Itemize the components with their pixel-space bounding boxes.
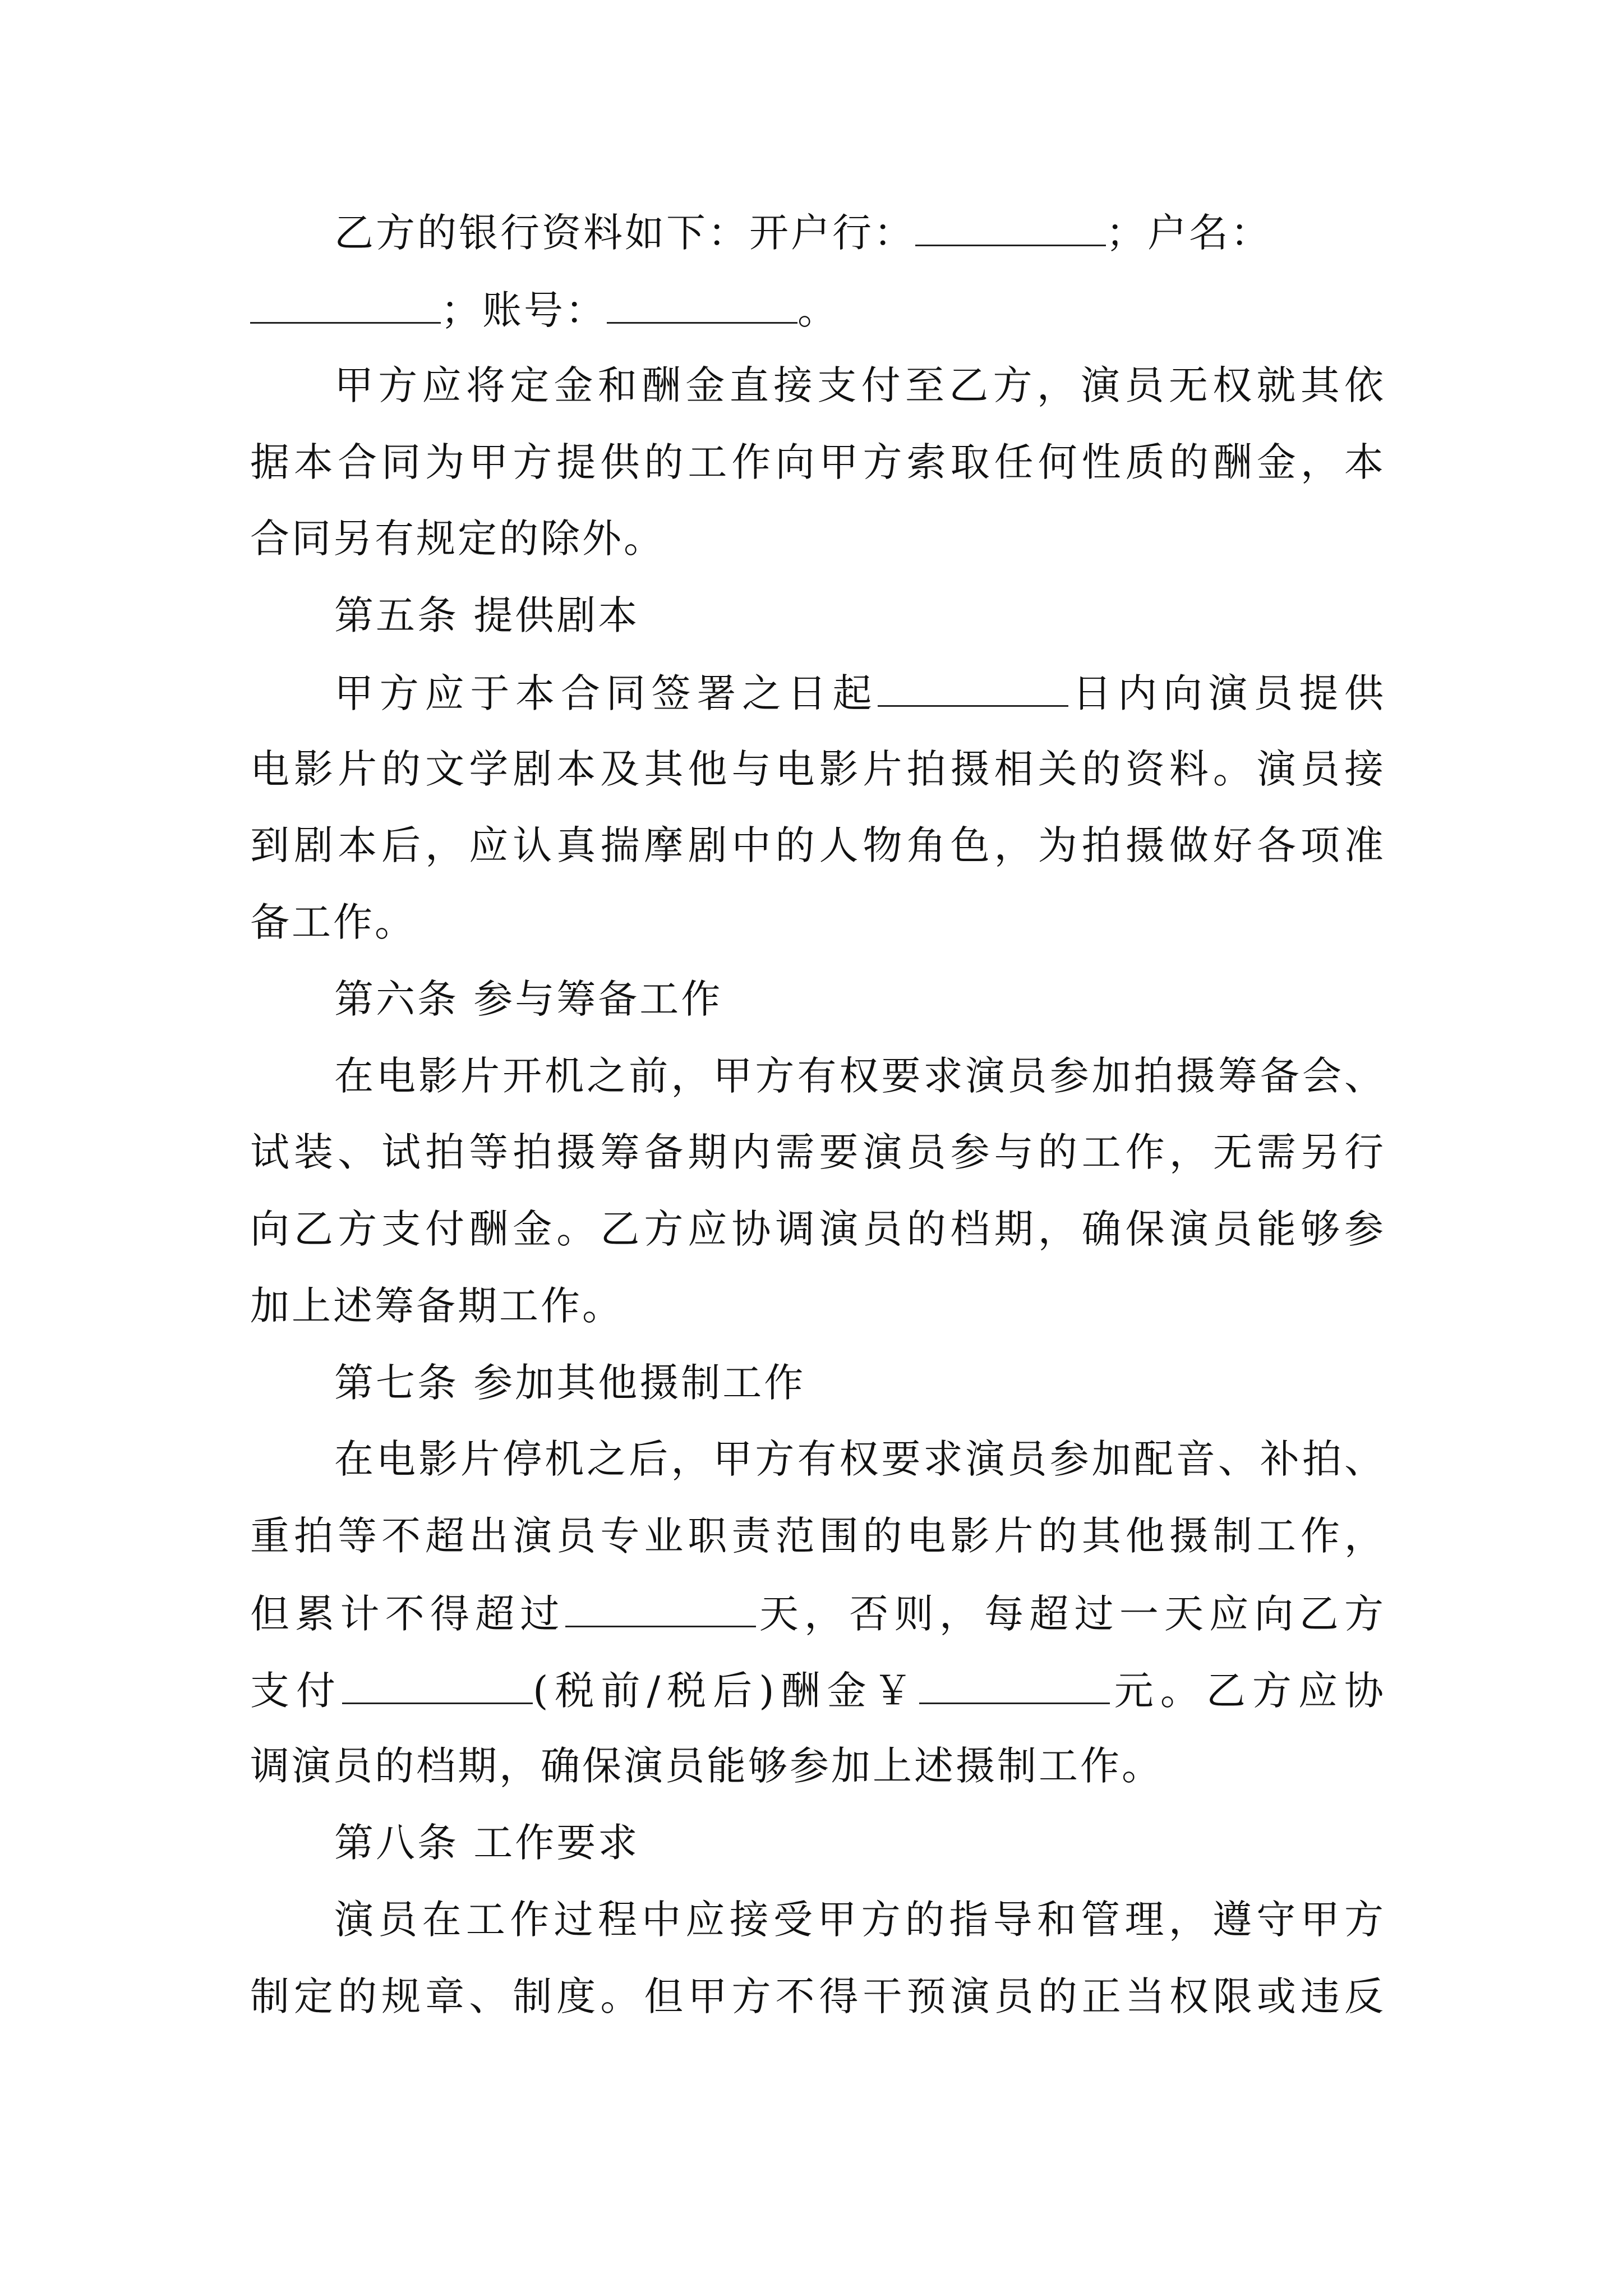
- paragraph-line: [250, 1283, 624, 1329]
- text-run: 在电影片开机之前，甲方有权要求演员参加拍摄筹备会、: [334, 1053, 1386, 1099]
- paragraph-line: [334, 670, 1386, 716]
- fill-in-blank[interactable]: [915, 212, 1106, 246]
- paragraph-line: [334, 1436, 1386, 1482]
- paragraph-line: [250, 1591, 1386, 1637]
- text-run: 演员在工作过程中应接受甲方的指导和管理，遵守甲方: [334, 1897, 1386, 1943]
- text-run: 第八条 工作要求: [334, 1820, 640, 1866]
- text-run: 天，否则，每超过一天应向乙方: [755, 1591, 1386, 1637]
- text-run: 第六条 参与筹备工作: [334, 976, 723, 1022]
- text-run: 但累计不得超过: [250, 1591, 565, 1637]
- fill-in-blank[interactable]: [878, 673, 1068, 707]
- paragraph-line: [250, 1513, 1386, 1559]
- article-heading: [334, 1360, 806, 1406]
- paragraph-line: [250, 1973, 1386, 2019]
- text-run: 乙方的银行资料如下：开户行：: [334, 210, 915, 256]
- paragraph-line: [250, 1206, 1386, 1252]
- text-run: 合同另有规定的除外。: [250, 516, 665, 562]
- bank-info-line: [250, 287, 839, 333]
- paragraph-line: [334, 1897, 1386, 1943]
- text-run: 据本合同为甲方提供的工作向甲方索取任何性质的酬金，本: [250, 439, 1386, 485]
- paragraph-line: [250, 516, 665, 562]
- text-run: ；户名：: [1106, 210, 1272, 256]
- text-run: 调演员的档期，确保演员能够参加上述摄制工作。: [250, 1743, 1163, 1789]
- text-run: 试装、试拍等拍摄筹备期内需要演员参与的工作，无需另行: [250, 1129, 1386, 1175]
- text-run: 甲方应于本合同签署之日起: [334, 670, 878, 716]
- bank-info-line: [334, 210, 1272, 256]
- text-run: ；账号：: [441, 287, 607, 333]
- fill-in-blank[interactable]: [250, 289, 441, 324]
- paragraph-line: [250, 899, 416, 945]
- paragraph-line: [334, 362, 1386, 408]
- paragraph-line: [250, 439, 1386, 485]
- paragraph-line: [250, 822, 1386, 868]
- text-run: 在电影片停机之后，甲方有权要求演员参加配音、补拍、: [334, 1436, 1386, 1482]
- fill-in-blank[interactable]: [565, 1593, 756, 1627]
- text-run: 第七条 参加其他摄制工作: [334, 1360, 806, 1406]
- text-run: 到剧本后，应认真揣摩剧中的人物角色，为拍摄做好各项准: [250, 822, 1386, 868]
- text-run: 支付: [250, 1668, 343, 1714]
- text-run: (税前/税后)酬金￥: [533, 1668, 919, 1714]
- contract-body: [250, 0, 1386, 2296]
- text-run: 加上述筹备期工作。: [250, 1283, 624, 1329]
- text-run: 电影片的文学剧本及其他与电影片拍摄相关的资料。演员接: [250, 746, 1386, 792]
- article-heading: [334, 1820, 640, 1866]
- fill-in-blank[interactable]: [342, 1670, 533, 1704]
- article-heading: [334, 592, 640, 638]
- text-run: 第五条 提供剧本: [334, 592, 640, 638]
- article-heading: [334, 976, 723, 1022]
- fill-in-blank[interactable]: [919, 1670, 1110, 1704]
- text-run: 备工作。: [250, 899, 416, 945]
- text-run: 元。乙方应协: [1109, 1668, 1386, 1714]
- paragraph-line: [334, 1053, 1386, 1099]
- text-run: 重拍等不超出演员专业职责范围的电影片的其他摄制工作，: [250, 1513, 1386, 1559]
- paragraph-line: [250, 1743, 1163, 1789]
- paragraph-line: [250, 1668, 1386, 1714]
- text-run: 甲方应将定金和酬金直接支付至乙方，演员无权就其依: [334, 362, 1386, 408]
- text-run: 制定的规章、制度。但甲方不得干预演员的正当权限或违反: [250, 1973, 1386, 2019]
- text-run: 。: [797, 287, 839, 333]
- paragraph-line: [250, 1129, 1386, 1175]
- text-run: 向乙方支付酬金。乙方应协调演员的档期，确保演员能够参: [250, 1206, 1386, 1252]
- fill-in-blank[interactable]: [607, 289, 797, 324]
- paragraph-line: [250, 746, 1386, 792]
- text-run: 日内向演员提供: [1068, 670, 1386, 716]
